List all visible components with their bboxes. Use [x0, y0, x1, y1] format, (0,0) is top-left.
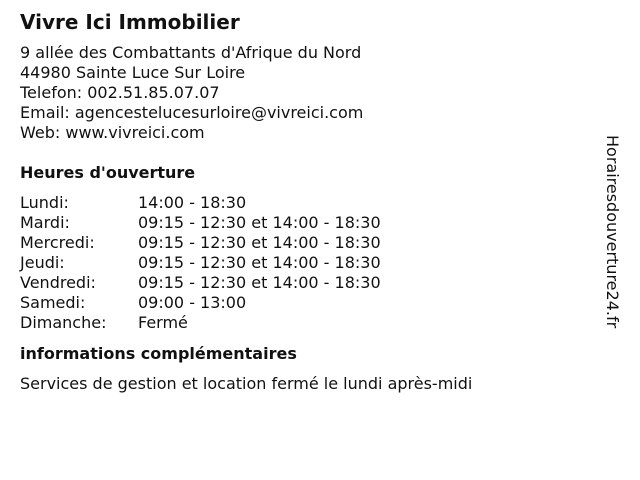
- web-line: Web: www.vivreici.com: [20, 123, 205, 142]
- email-line: Email: agencestelucesurloire@vivreici.com: [20, 103, 364, 122]
- address-line-1: 9 allée des Combattants d'Afrique du Nord: [20, 43, 362, 62]
- day-label: Dimanche:: [20, 313, 107, 332]
- opening-hours-table: [20, 193, 381, 333]
- day-hours: 09:15 - 12:30 et 14:00 - 18:30: [138, 253, 381, 272]
- address-line-2: 44980 Sainte Luce Sur Loire: [20, 63, 246, 82]
- day-label: Jeudi:: [20, 253, 65, 272]
- day-label: Vendredi:: [20, 273, 96, 292]
- additional-info-heading: informations complémentaires: [20, 344, 297, 363]
- phone-line: Telefon: 002.51.85.07.07: [20, 83, 220, 102]
- day-label: Mercredi:: [20, 233, 95, 252]
- hours-row: [20, 313, 381, 333]
- additional-info-text: Services de gestion et location fermé le lundi après-midi: [20, 374, 473, 393]
- opening-hours-heading: Heures d'ouverture: [20, 163, 196, 182]
- site-watermark: Horairesdouverture24.fr: [603, 135, 622, 329]
- day-label: Samedi:: [20, 293, 86, 312]
- hours-row: [20, 193, 381, 213]
- hours-row: [20, 293, 381, 313]
- hours-row: [20, 253, 381, 273]
- hours-row: [20, 233, 381, 253]
- day-hours: 09:15 - 12:30 et 14:00 - 18:30: [138, 233, 381, 252]
- day-hours: 09:15 - 12:30 et 14:00 - 18:30: [138, 273, 381, 292]
- hours-row: [20, 273, 381, 293]
- hours-row: [20, 213, 381, 233]
- business-name: Vivre Ici Immobilier: [20, 10, 240, 34]
- day-label: Mardi:: [20, 213, 70, 232]
- day-hours: 09:15 - 12:30 et 14:00 - 18:30: [138, 213, 381, 232]
- business-card: [20, 10, 600, 394]
- day-hours: Fermé: [138, 313, 188, 332]
- day-hours: 14:00 - 18:30: [138, 193, 247, 212]
- day-label: Lundi:: [20, 193, 69, 212]
- day-hours: 09:00 - 13:00: [138, 293, 247, 312]
